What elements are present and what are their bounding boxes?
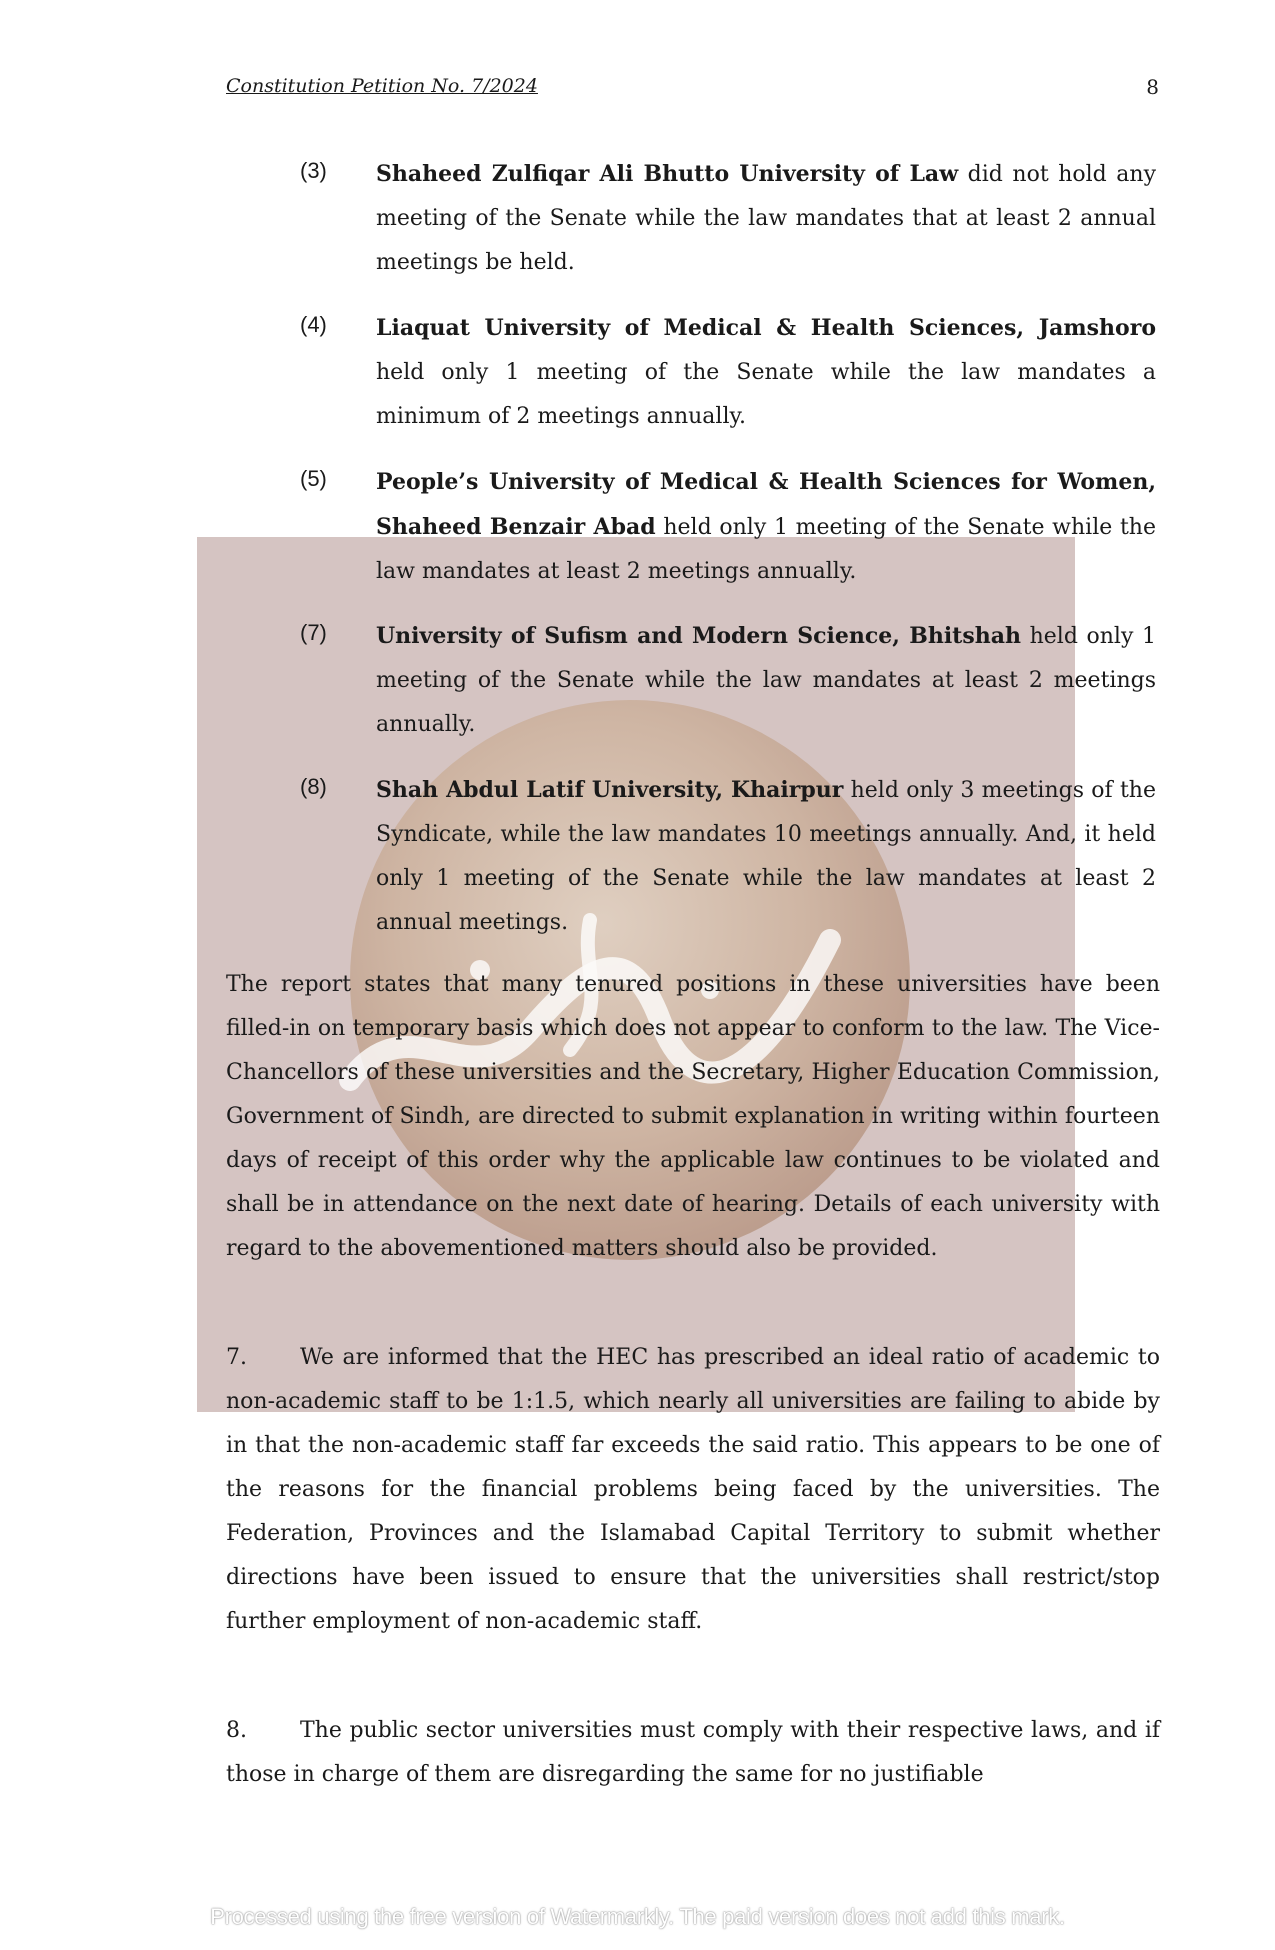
list-item-number: (7)	[300, 620, 327, 645]
list-item-text	[376, 614, 1156, 747]
paragraph-text: The public sector universities must comply with their respective laws, and if those in charge of them are disregarding the same for no justifiable	[226, 1718, 1160, 1787]
university-name: University of Sufism and Modern Science, Bhitshah	[376, 623, 1021, 649]
university-name: Shaheed Zulfiqar Ali Bhutto University of Law	[376, 161, 959, 187]
list-item-body: held only 1 meeting of the Senate while the law mandates a minimum of 2 meetings annually.	[376, 360, 1156, 429]
paragraph-8	[226, 1709, 1160, 1797]
list-item-body: did not hold any meeting of the Senate while the law mandates that at least 2 annual meetings be held.	[376, 162, 1156, 275]
list-item-text	[376, 306, 1156, 439]
paragraph-number: 8.	[226, 1718, 247, 1743]
page-number: 8	[1146, 75, 1159, 99]
list-item-number: (3)	[300, 158, 327, 183]
case-reference: Constitution Petition No. 7/2024	[226, 75, 538, 97]
list-item-text	[376, 460, 1156, 594]
paragraph-text: We are informed that the HEC has prescribed an ideal ratio of academic to non-academic staff to be 1:1.5, which nearly all universities are failing to abide by in that the non-academic staff far exceeds the said ratio. This appears to be one of the reasons for the financial problems being faced by the universities. The Federation, Provinces and the Islamabad Capital Territory to submit whether directions have been issued to ensure that the universities shall restrict/stop further employment of non-academic staff.	[226, 1345, 1160, 1634]
list-item-body: held only 1 meeting of the Senate while the law mandates at least 2 meetings annually.	[376, 624, 1156, 737]
paragraph-7	[226, 1336, 1160, 1644]
paragraph-report	[226, 963, 1160, 1271]
list-item-text	[376, 768, 1156, 945]
university-name: People’s University of Medical & Health Sciences for Women, Shaheed Benzair Abad	[376, 469, 1156, 540]
university-name: Shah Abdul Latif University, Khairpur	[376, 777, 844, 803]
paragraph-text: The report states that many tenured positions in these universities have been filled-in on temporary basis which does not appear to conform to the law. The Vice-Chancellors of these universities and the Secretary, Higher Education Commission, Government of Sindh, are directed to submit explanation in writing within fourteen days of receipt of this order why the applicable law continues to be violated and shall be in attendance on the next date of hearing. Details of each university with regard to the abovementioned matters should also be provided.	[226, 972, 1160, 1261]
paragraph-number: 7.	[226, 1345, 247, 1370]
list-item-number: (8)	[300, 774, 327, 799]
watermark-notice: Processed using the free version of Watermarkly. The paid version does not add this mark.	[210, 1904, 1065, 1929]
list-item-number: (4)	[300, 312, 327, 337]
list-item-number: (5)	[300, 466, 327, 491]
list-item-text	[376, 152, 1156, 285]
list-item-body: held only 3 meetings of the Syndicate, while the law mandates 10 meetings annually. And, it held only 1 meeting of the Senate while the law mandates at least 2 annual meetings.	[376, 778, 1156, 935]
list-item-body: held only 1 meeting of the Senate while the law mandates at least 2 meetings annually.	[376, 515, 1156, 584]
university-name: Liaquat University of Medical & Health Sciences, Jamshoro	[376, 315, 1156, 341]
